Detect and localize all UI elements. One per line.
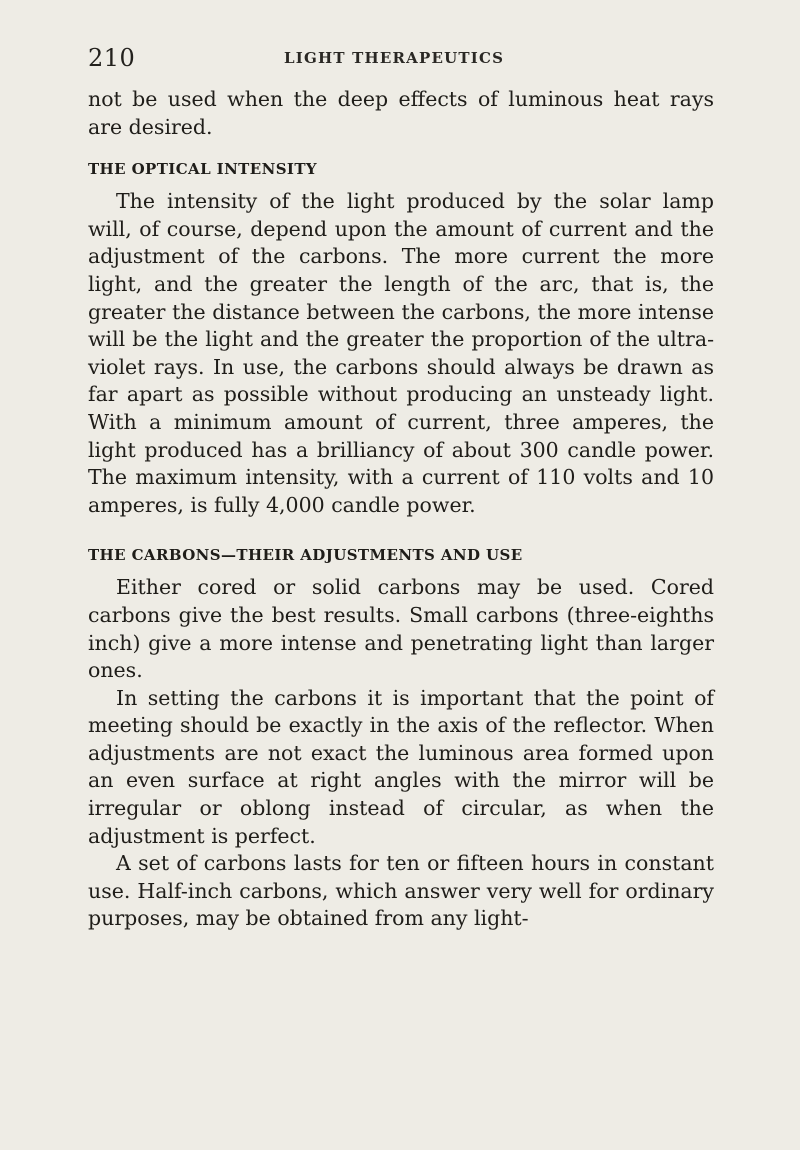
opening-paragraph: not be used when the deep effects of luminous heat rays are desired.: [88, 87, 714, 139]
section-heading-optical-intensity: THE OPTICAL INTENSITY: [88, 160, 318, 179]
carbons-paragraph-3: A set of carbons lasts for ten or fifteen hours in constant use. Half-inch carbons, which answer very well for ordinary purposes, may be obtained from any light-: [88, 851, 714, 931]
page-body: [88, 86, 714, 933]
carbons-paragraph-1: Either cored or solid carbons may be used. Cored carbons give the best results. Small carbons (three-eighths inch) give a more intense and penetrating light than larger ones.: [88, 575, 714, 683]
optical-intensity-paragraph: The intensity of the light produced by the solar lamp will, of course, depend upon the amount of current and the adjustment of the carbons. The more current the more light, and the greater the length of the arc, that is, the greater the distance between the carbons, the more intense will be the light and the greater the proportion of the ultra-violet rays. In use, the carbons should always be drawn as far apart as possible without producing an unsteady light. With a minimum amount of current, three amperes, the light produced has a brilliancy of about 300 candle power. The maximum intensity, with a current of 110 volts and 10 amperes, is fully 4,000 candle power.: [88, 189, 714, 517]
page-number: 210: [88, 44, 136, 72]
page-header: [88, 44, 728, 74]
section-heading-carbons: THE CARBONS—THEIR ADJUSTMENTS AND USE: [88, 546, 523, 565]
running-head: LIGHT THERAPEUTICS: [284, 49, 505, 67]
carbons-paragraph-2: In setting the carbons it is important that the point of meeting should be exactly in the axis of the reflector. When adjustments are not exact the luminous area formed upon an even surface at right angles with the mirror will be irregular or oblong instead of circular, as when the adjustment is perfect.: [88, 685, 714, 848]
